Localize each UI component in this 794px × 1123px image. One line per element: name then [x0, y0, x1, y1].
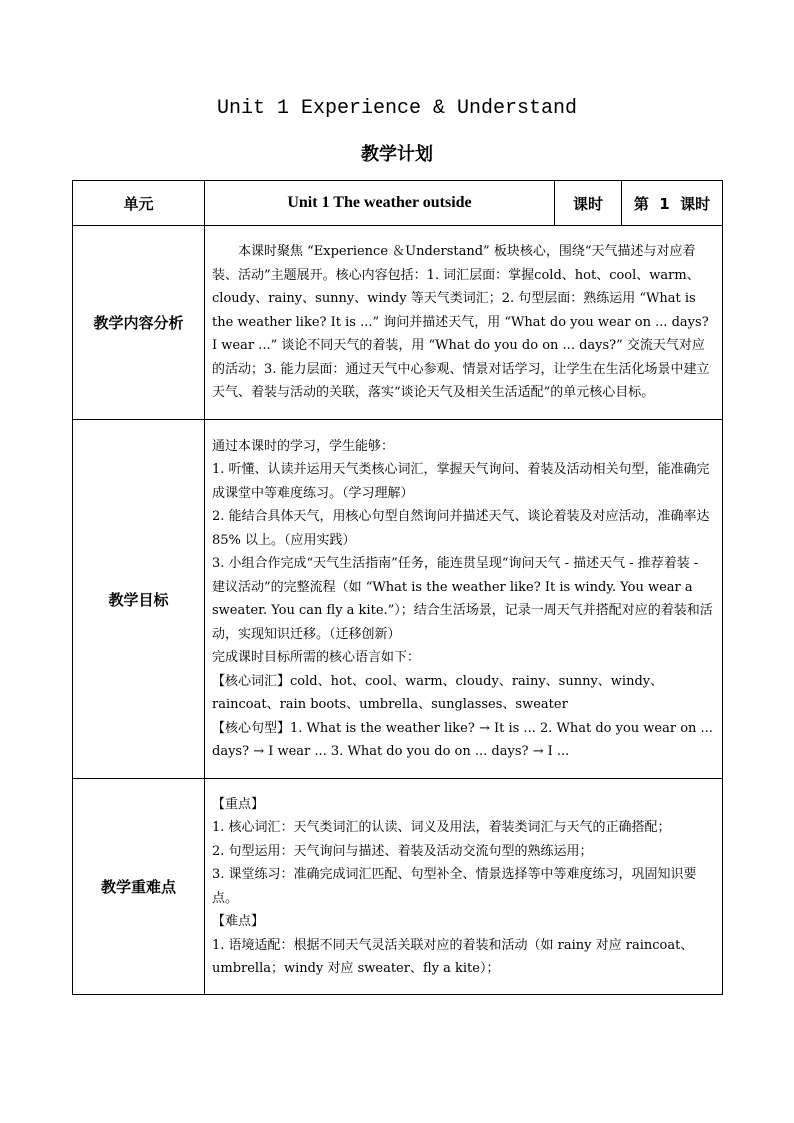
keypoints-row: [73, 779, 723, 995]
document-subtitle: 教学计划: [361, 144, 433, 165]
key-item: 3. 课堂练习：准确完成词汇匹配、句型补全、情景选择等中等难度练习，巩固知识要点。: [212, 867, 697, 906]
keypoints-label: 教学重难点: [73, 779, 205, 995]
header-row: [73, 181, 723, 226]
period-label: 课时: [555, 181, 622, 226]
core-vocabulary: 【核心词汇】cold、hot、cool、warm、cloudy、rainy、sunny、windy、raincoat、rain boots、umbrella、sunglasses、sweater: [212, 673, 664, 712]
difficulty-heading: 【难点】: [212, 914, 265, 929]
period-value: 第 1 课时: [622, 181, 723, 226]
objective-item: 2. 能结合具体天气，用核心句型自然询问并描述天气、谈论着装及对应活动，准确率达 85% 以上。（应用实践）: [212, 509, 710, 548]
objective-item: 3. 小组合作完成“天气生活指南”任务，能连贯呈现“询问天气 - 描述天气 - 推荐着装 - 建议活动”的完整流程（如 “What is the weather like? It is windy. You wear a sweater. You can fly a kite.”）；结合生活场景，记录一周天气并搭配对应的着装和活动，实现知识迁移。（迁移创新）: [212, 556, 713, 642]
document-title: Unit 1 Experience & Understand: [216, 97, 578, 120]
key-heading: 【重点】: [212, 796, 265, 812]
objectives-cell: [205, 420, 723, 779]
keypoints-cell: [205, 779, 723, 995]
unit-label: 单元: [73, 181, 205, 226]
objectives-intro: 通过本课时的学习，学生能够：: [212, 438, 395, 454]
lesson-plan-table: [72, 180, 723, 995]
analysis-row: [73, 226, 723, 420]
difficulty-item: 1. 语境适配：根据不同天气灵活关联对应的着装和活动（如 rainy 对应 raincoat、umbrella；windy 对应 sweater、fly a kite）；: [212, 937, 694, 976]
core-sentences: 【核心句型】1. What is the weather like? → It is ... 2. What do you wear on ... days? → I wear ... 3. What do you do on ... days? → I ...: [212, 720, 713, 759]
analysis-cell: [205, 226, 723, 420]
unit-value: Unit 1 The weather outside: [205, 181, 555, 226]
key-item: 1. 核心词汇：天气类词汇的认读、词义及用法，着装类词汇与天气的正确搭配；: [212, 820, 671, 835]
objectives-row: [73, 420, 723, 779]
objectives-label: 教学目标: [73, 420, 205, 779]
analysis-label: 教学内容分析: [73, 226, 205, 420]
core-language-intro: 完成课时目标所需的核心语言如下：: [212, 650, 421, 665]
key-item: 2. 句型运用：天气询问与描述、着装及活动交流句型的熟练运用；: [212, 843, 593, 859]
objective-item: 1. 听懂、认读并运用天气类核心词汇，掌握天气询问、着装及活动相关句型，能准确完成课堂中等难度练习。（学习理解）: [212, 462, 710, 501]
analysis-text: 本课时聚焦 “Experience ＆Understand” 板块核心，围绕“天气描述与对应着装、活动”主题展开。核心内容包括：1. 词汇层面：掌握cold、hot、cool、warm、cloudy、rainy、sunny、windy 等天气类词汇；2. 句型层面：熟练运用 “What is the weather like? It is ...” 询问并描述天气，用 “What do you wear on ... days? I wear ...” 谈论不同天气的着装，用 “What do you do on ... days?” 交流天气对应的活动；3. 能力层面：通过天气中心参观、情景对话学习，让学生在生活化场景中建立天气、着装与活动的关联，落实“谈论天气及相关生活适配”的单元核心目标。: [212, 244, 710, 401]
